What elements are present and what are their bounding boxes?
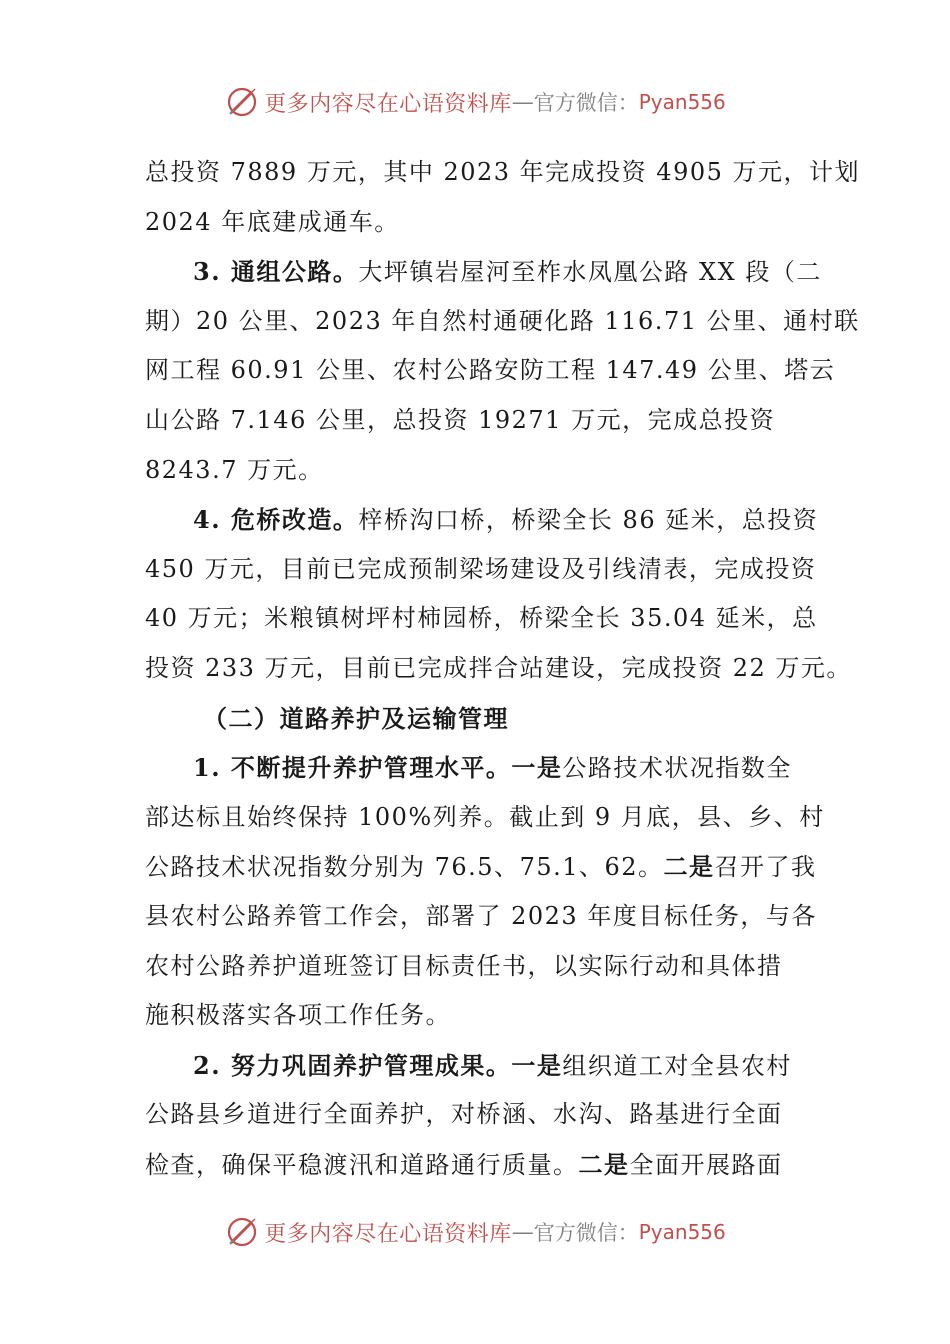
- banner-wechat-label: 官方微信：: [533, 1221, 639, 1245]
- header-banner: [0, 82, 950, 122]
- text-line: 期）20 公里、2023 年自然村通硬化路 116.71 公里、通村联: [145, 306, 860, 335]
- text-line: 投资 233 万元，目前已完成拌合站建设，完成投资 22 万元。: [145, 653, 852, 682]
- footer-banner: [0, 1212, 950, 1252]
- item-title: 3. 通组公路。: [193, 257, 359, 287]
- banner-separator: —: [511, 89, 534, 115]
- item-title: 1. 不断提升养护管理水平。: [193, 753, 512, 783]
- text-line: 部达标且始终保持 100%列养。截止到 9 月底，县、乡、村: [145, 802, 825, 831]
- text-line: 农村公路养护道班签订目标责任书，以实际行动和具体措: [145, 951, 783, 980]
- pen-logo-icon: [224, 1214, 260, 1250]
- text-line: 2024 年底建成通车。: [145, 207, 400, 236]
- text-line: 山公路 7.146 公里，总投资 19271 万元，完成总投资: [145, 405, 776, 434]
- banner-title: 更多内容尽在心语资料库: [264, 1221, 512, 1247]
- item-title: 2. 努力巩固养护管理成果。: [193, 1050, 512, 1080]
- text-line: 1. 不断提升养护管理水平。一是公路技术状况指数全: [193, 753, 792, 783]
- text-line: 县农村公路养管工作会，部署了 2023 年度目标任务，与各: [145, 901, 817, 930]
- text-line: 3. 通组公路。大坪镇岩屋河至柞水凤凰公路 XX 段（二: [193, 257, 822, 287]
- text-line: 网工程 60.91 公里、农村公路安防工程 147.49 公里、塔云: [145, 356, 836, 385]
- text-line: 8243.7 万元。: [145, 455, 324, 484]
- text-line: 总投资 7889 万元，其中 2023 年完成投资 4905 万元，计划: [145, 158, 861, 186]
- banner-wechat-id: Pyan556: [638, 1220, 726, 1244]
- banner-wechat-id: Pyan556: [638, 90, 726, 114]
- text-line: 公路技术状况指数分别为 76.5、75.1、62。二是召开了我: [145, 852, 817, 882]
- text-line: 2. 努力巩固养护管理成果。一是组织道工对全县农村: [193, 1050, 792, 1080]
- text-line: 40 万元；米粮镇树坪村柿园桥，桥梁全长 35.04 延米，总: [145, 604, 818, 633]
- text-line: 检查，确保平稳渡汛和道路通行质量。二是全面开展路面: [145, 1149, 783, 1179]
- section-heading: （二）道路养护及运输管理: [203, 703, 509, 733]
- text-line: 4. 危桥改造。梓桥沟口桥，桥梁全长 86 延米，总投资: [193, 505, 819, 535]
- document-body: [145, 148, 861, 1189]
- text-line: 施积极落实各项工作任务。: [145, 1001, 451, 1030]
- text-line: 公路县乡道进行全面养护，对桥涵、水沟、路基进行全面: [145, 1100, 783, 1129]
- text-line: 450 万元，目前已完成预制梁场建设及引线清表，完成投资: [145, 554, 817, 583]
- pen-logo-icon: [224, 84, 260, 120]
- banner-wechat-label: 官方微信：: [533, 91, 639, 115]
- item-title: 4. 危桥改造。: [193, 505, 359, 535]
- banner-title: 更多内容尽在心语资料库: [264, 91, 512, 117]
- banner-separator: —: [511, 1219, 534, 1245]
